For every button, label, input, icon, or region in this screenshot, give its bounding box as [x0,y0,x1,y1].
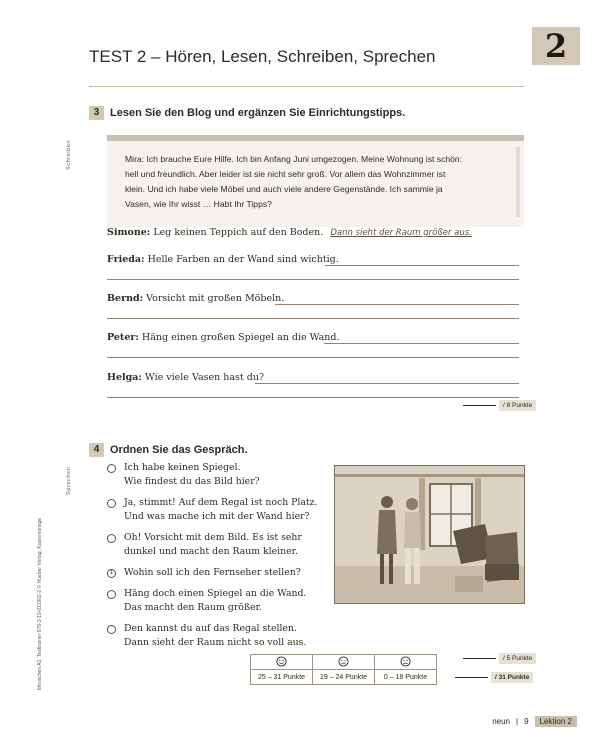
speaker-text: Häng einen großen Spiegel an die Wand. [141,332,340,343]
title-divider [89,86,524,87]
speaker-name: Bernd: [107,293,144,304]
dialogue-option[interactable] [107,587,322,615]
page-number: 9 [524,717,529,726]
speaker-name: Peter: [107,332,139,343]
option-line: Und was mache ich mit der Wand hier? [124,511,310,522]
blog-scrollbar[interactable] [516,147,520,217]
option-line: Wie findest du das Bild hier? [124,476,260,487]
blog-line: Mira: Ich brauche Eure Hilfe. Ich bin Anfang Juni umgezogen. Meine Wohnung ist schön: [125,154,463,164]
answer-line[interactable] [275,304,519,305]
answer-line[interactable] [325,265,519,266]
option-line: Ich habe keinen Spiegel. [124,462,241,473]
page-number-word: neun [492,717,510,726]
scale-ranges-row [251,670,437,685]
option-line: Das macht den Raum größer. [124,602,262,613]
speaker-name: Simone: [107,227,151,238]
order-circle[interactable] [107,464,116,473]
dialogue-option[interactable] [107,461,322,489]
score-label: / 8 Punkte [499,400,536,411]
exercise-instruction: Ordnen Sie das Gespräch. [110,444,248,456]
answer-line[interactable] [255,383,519,384]
handwritten-answer: Dann sieht der Raum größer aus. [330,228,472,238]
exercise-number: 3 [89,106,104,120]
blog-post [107,135,524,227]
sad-face-icon [400,656,411,667]
scale-cell [251,655,313,670]
scale-range: 19 – 24 Punkte [313,670,375,685]
room-illustration [334,465,525,604]
exercise-instruction: Lesen Sie den Blog und ergänzen Sie Einrichtungstipps. [110,107,406,119]
happy-face-icon [276,656,287,667]
answer-item-frieda [107,254,339,265]
score-blank[interactable] [463,658,496,659]
blog-line: klein. Und ich habe viele Möbel und auch viele andere Gegenstände. Ich sammle ja [125,184,443,194]
option-line: Dann sieht der Raum nicht so voll aus. [124,637,307,648]
test-number: 2 [544,27,568,65]
dialogue-option[interactable] [107,531,322,559]
order-circle[interactable] [107,534,116,543]
answer-item-helga [107,372,264,383]
option-line: Ja, stimmt! Auf dem Regal ist noch Platz. [124,497,318,508]
speaker-text: Vorsicht mit großen Möbeln. [146,293,285,304]
order-circle[interactable] [107,499,116,508]
lesson-label: Lektion 2 [535,716,577,727]
score-blank[interactable] [455,677,488,678]
score-blank[interactable] [463,405,496,406]
side-label-schreiben: Schreiben [66,139,72,170]
blog-text [125,152,500,212]
dialogue-option[interactable] [107,496,322,524]
page-title: TEST 2 – Hören, Lesen, Schreiben, Sprechen [89,47,436,66]
dialogue-option[interactable] [107,566,322,580]
order-circle[interactable]: 1 [107,569,116,578]
answer-line[interactable] [107,279,519,280]
score-exercise-4 [463,653,536,664]
option-line: dunkel und macht den Raum kleiner. [124,546,298,557]
order-circle[interactable] [107,590,116,599]
answer-item-simone [107,227,472,238]
side-label-sprechen: Sprechen [66,466,72,495]
total-score-label: / 31 Punkte [491,672,533,683]
blog-line: Vasen, wie Ihr wisst … Habt Ihr Tipps? [125,199,272,209]
speaker-name: Helga: [107,372,142,383]
scale-range: 0 – 18 Punkte [375,670,437,685]
answer-line[interactable] [107,397,519,398]
option-line: Den kannst du auf das Regal stellen. [124,623,297,634]
room-scene-image [335,466,524,603]
order-circle[interactable] [107,625,116,634]
scale-icons-row [251,655,437,670]
score-scale-table [250,654,437,685]
speaker-text: Helle Farben an der Wand sind wichtig. [147,254,339,265]
score-label: / 5 Punkte [499,653,536,664]
answer-item-bernd [107,293,284,304]
scale-cell [375,655,437,670]
exercise-3-heading [89,106,405,120]
scale-range: 25 – 31 Punkte [251,670,313,685]
score-exercise-3 [463,400,536,411]
speaker-text: Leg keinen Teppich auf den Boden. [153,227,324,238]
blog-line: hell und freundlich. Aber leider ist sie nicht sehr groß. Vor allem das Wohnzimmer ist [125,169,446,179]
option-line: Häng doch einen Spiegel an die Wand. [124,588,307,599]
option-line: Wohin soll ich den Fernseher stellen? [124,567,301,578]
dialogue-options [107,461,322,650]
answer-line[interactable] [107,318,519,319]
publisher-note: Menschen A2, Testtrainer 978-3-19-011902-2 © Hueber Verlag, Kopiervorlage [37,517,43,690]
speaker-text: Wie viele Vasen hast du? [144,372,265,383]
exercise-4-heading [89,443,248,457]
test-number-badge [532,27,580,65]
exercise-number: 4 [89,443,104,457]
neutral-face-icon [338,656,349,667]
page-footer: neun | 9 Lektion 2 [492,716,577,727]
answer-line[interactable] [107,357,519,358]
dialogue-option[interactable] [107,622,322,650]
speaker-name: Frieda: [107,254,145,265]
score-total [455,672,533,683]
scale-cell [313,655,375,670]
option-line: Oh! Vorsicht mit dem Bild. Es ist sehr [124,532,302,543]
answer-item-peter [107,332,339,343]
answer-line[interactable] [324,343,519,344]
